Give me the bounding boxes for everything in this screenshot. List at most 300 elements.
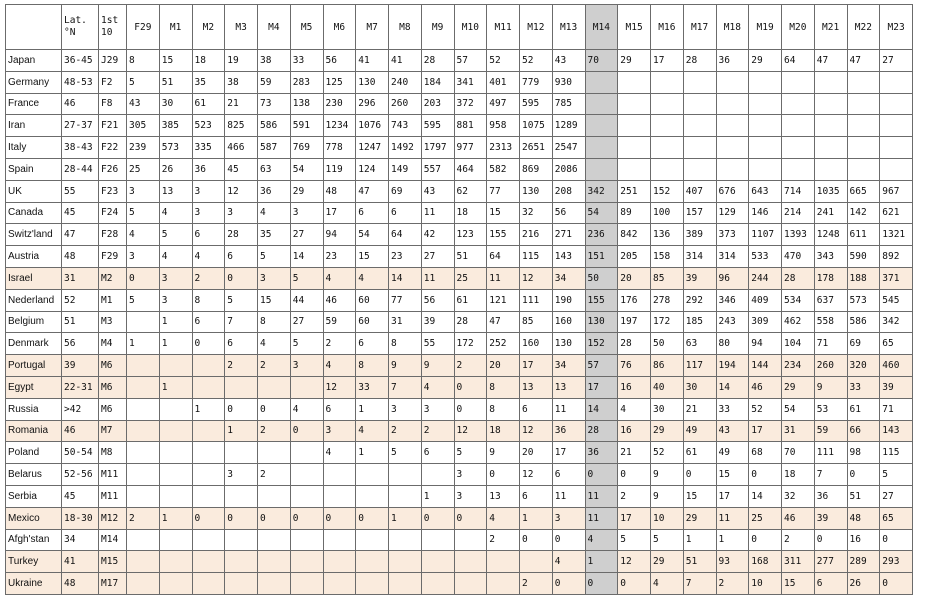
count-cell: 497 [487,93,520,115]
count-cell [258,485,291,507]
count-cell: 6 [356,202,389,224]
count-cell: 7 [389,376,422,398]
count-cell: 14 [716,376,749,398]
first-ten-cell: M2 [99,267,127,289]
data-table [5,4,913,595]
first-ten-cell: M7 [99,420,127,442]
country-cell: Spain [6,158,62,180]
count-cell: 205 [618,246,651,268]
count-cell: 1797 [421,137,454,159]
count-cell: 930 [552,71,585,93]
count-cell: 8 [487,398,520,420]
column-header: M17 [683,5,716,50]
count-cell: 3 [258,267,291,289]
count-cell: 28 [421,50,454,72]
count-cell: 26 [159,158,192,180]
country-cell: Belarus [6,464,62,486]
count-cell [683,93,716,115]
count-cell: 0 [880,573,913,595]
latitude-cell: 55 [62,180,99,202]
count-cell: 0 [225,507,258,529]
count-cell [880,93,913,115]
count-cell: 17 [716,485,749,507]
table-row [6,507,913,529]
country-cell: Japan [6,50,62,72]
count-cell: 236 [585,224,618,246]
count-cell: 30 [683,376,716,398]
count-cell: 1321 [880,224,913,246]
count-cell: 23 [389,246,422,268]
table-row [6,289,913,311]
count-cell: 54 [585,202,618,224]
count-cell: 1076 [356,115,389,137]
count-cell: 39 [421,311,454,333]
count-cell: 14 [290,246,323,268]
count-cell [389,573,422,595]
count-cell: 60 [356,311,389,333]
count-cell [782,158,815,180]
count-cell: 573 [847,289,880,311]
count-cell: 371 [880,267,913,289]
count-cell: 98 [847,442,880,464]
count-cell: 5 [454,442,487,464]
count-cell: 51 [847,485,880,507]
count-cell: 18 [192,50,225,72]
count-cell: 143 [552,246,585,268]
column-header: M13 [552,5,585,50]
count-cell: 51 [683,551,716,573]
count-cell: 1035 [814,180,847,202]
count-cell: 60 [356,289,389,311]
count-cell [585,158,618,180]
count-cell: 17 [520,355,553,377]
count-cell [782,93,815,115]
count-cell: 61 [192,93,225,115]
count-cell [192,573,225,595]
count-cell [389,529,422,551]
count-cell [258,529,291,551]
count-cell: 146 [749,202,782,224]
count-cell: 1 [716,529,749,551]
count-cell: 144 [749,355,782,377]
first-ten-cell: F22 [99,137,127,159]
count-cell: 558 [814,311,847,333]
count-cell: 12 [323,376,356,398]
count-cell: 1 [127,333,160,355]
count-cell: 3 [192,202,225,224]
count-cell: 130 [552,333,585,355]
count-cell [192,442,225,464]
count-cell: 13 [552,376,585,398]
count-cell [618,158,651,180]
count-cell: 29 [683,507,716,529]
first-ten-cell: M17 [99,573,127,595]
latitude-cell: 51 [62,311,99,333]
count-cell: 47 [356,180,389,202]
count-cell: 342 [585,180,618,202]
count-cell: 185 [683,311,716,333]
count-cell: 0 [552,573,585,595]
table-row [6,71,913,93]
count-cell: 160 [520,333,553,355]
count-cell: 73 [258,93,291,115]
column-header: M14 [585,5,618,50]
count-cell: 25 [749,507,782,529]
count-cell: 11 [716,507,749,529]
count-cell: 61 [683,442,716,464]
column-header: M18 [716,5,749,50]
count-cell: 32 [782,485,815,507]
count-cell: 240 [389,71,422,93]
count-cell: 320 [847,355,880,377]
table-row [6,529,913,551]
count-cell: 0 [225,267,258,289]
count-cell: 123 [454,224,487,246]
count-cell: 0 [585,573,618,595]
count-cell [389,464,422,486]
count-cell: 595 [421,115,454,137]
count-cell: 11 [585,485,618,507]
count-cell: 779 [520,71,553,93]
count-cell: 4 [421,376,454,398]
count-cell: 15 [716,464,749,486]
count-cell: 13 [487,485,520,507]
count-cell: 47 [487,311,520,333]
count-cell: 4 [356,267,389,289]
count-cell [159,464,192,486]
count-cell: 8 [356,355,389,377]
count-cell: 33 [290,50,323,72]
count-cell: 55 [421,333,454,355]
count-cell: 17 [651,50,684,72]
count-cell: 0 [454,507,487,529]
count-cell: 49 [716,442,749,464]
table-row [6,398,913,420]
count-cell [290,376,323,398]
count-cell: 111 [520,289,553,311]
count-cell [192,551,225,573]
country-cell: Ukraine [6,573,62,595]
first-ten-cell: M8 [99,442,127,464]
count-cell: 5 [651,529,684,551]
count-cell: 38 [225,71,258,93]
count-cell: 16 [847,529,880,551]
count-cell [421,573,454,595]
count-cell [847,158,880,180]
count-cell: 14 [389,267,422,289]
count-cell: 470 [782,246,815,268]
count-cell: 1 [683,529,716,551]
count-cell [127,573,160,595]
count-cell: 208 [552,180,585,202]
count-cell: 6 [552,464,585,486]
count-cell: 11 [585,507,618,529]
count-cell: 143 [880,420,913,442]
count-cell: 119 [323,158,356,180]
first-ten-cell: M15 [99,551,127,573]
count-cell: 151 [585,246,618,268]
first-ten-cell: F28 [99,224,127,246]
count-cell: 77 [389,289,422,311]
latitude-cell: 34 [62,529,99,551]
count-cell: 28 [618,333,651,355]
count-cell: 176 [618,289,651,311]
count-cell: 4 [258,202,291,224]
count-cell: 385 [159,115,192,137]
count-cell: 252 [487,333,520,355]
count-cell: 665 [847,180,880,202]
count-cell: 26 [847,573,880,595]
count-cell: 0 [880,529,913,551]
count-cell: 115 [880,442,913,464]
count-cell [454,573,487,595]
count-cell: 4 [159,246,192,268]
count-cell: 30 [159,93,192,115]
count-cell: 40 [651,376,684,398]
count-cell: 234 [782,355,815,377]
count-cell: 5 [618,529,651,551]
count-cell: 4 [356,420,389,442]
count-cell: 1075 [520,115,553,137]
count-cell: 31 [782,420,815,442]
count-cell [847,93,880,115]
count-cell: 292 [683,289,716,311]
count-cell: 28 [683,50,716,72]
count-cell: 3 [192,180,225,202]
count-cell: 11 [552,398,585,420]
count-cell: 389 [683,224,716,246]
count-cell: 590 [847,246,880,268]
count-cell [127,355,160,377]
count-cell: 21 [683,398,716,420]
count-cell: 1 [421,485,454,507]
count-cell: 4 [159,202,192,224]
count-cell [683,115,716,137]
count-cell: 11 [421,267,454,289]
country-cell: France [6,93,62,115]
count-cell: 9 [421,355,454,377]
count-cell: 52 [651,442,684,464]
country-cell: Nederland [6,289,62,311]
count-cell: 29 [651,420,684,442]
latitude-cell: 36-45 [62,50,99,72]
count-cell: 27 [290,311,323,333]
count-cell: 523 [192,115,225,137]
count-cell: 32 [520,202,553,224]
latitude-cell: 52-56 [62,464,99,486]
country-cell: Egypt [6,376,62,398]
count-cell [880,115,913,137]
count-cell: 96 [716,267,749,289]
count-cell: 2 [716,573,749,595]
count-cell: 1 [159,311,192,333]
count-cell: 341 [454,71,487,93]
count-cell: 62 [454,180,487,202]
column-header: M10 [454,5,487,50]
count-cell: 20 [618,267,651,289]
count-cell: 283 [290,71,323,93]
count-cell: 460 [880,355,913,377]
count-cell: 93 [716,551,749,573]
count-cell: 3 [159,267,192,289]
count-cell [716,115,749,137]
count-cell: 33 [356,376,389,398]
count-cell [290,442,323,464]
count-cell: 6 [192,224,225,246]
count-cell: 149 [389,158,422,180]
table-row [6,573,913,595]
count-cell: 117 [683,355,716,377]
count-cell: 8 [389,333,422,355]
latitude-cell: 46 [62,420,99,442]
count-cell [356,573,389,595]
count-cell: 70 [782,442,815,464]
count-cell: 0 [258,398,291,420]
count-cell [258,551,291,573]
count-cell: 142 [847,202,880,224]
table-row [6,115,913,137]
count-cell: 0 [814,529,847,551]
table-row [6,158,913,180]
count-cell: 39 [880,376,913,398]
count-cell: 8 [192,289,225,311]
count-cell: 0 [487,464,520,486]
count-cell: 0 [127,267,160,289]
count-cell: 35 [258,224,291,246]
latitude-cell: 46 [62,93,99,115]
count-cell: 59 [258,71,291,93]
count-cell: 25 [127,158,160,180]
first-ten-cell: F29 [99,246,127,268]
count-cell [356,551,389,573]
latitude-cell: 27-37 [62,115,99,137]
count-cell [290,551,323,573]
count-cell: 35 [192,71,225,93]
count-cell: 155 [585,289,618,311]
count-cell [585,137,618,159]
count-cell: 29 [749,50,782,72]
count-cell: 244 [749,267,782,289]
first-ten-cell: M4 [99,333,127,355]
count-cell: 591 [290,115,323,137]
count-cell: 2313 [487,137,520,159]
count-cell: 29 [782,376,815,398]
column-header: M1 [159,5,192,50]
count-cell: 842 [618,224,651,246]
column-header: M23 [880,5,913,50]
count-cell: 17 [585,376,618,398]
count-cell: 41 [356,50,389,72]
count-cell: 6 [520,485,553,507]
count-cell: 6 [192,311,225,333]
count-cell: 56 [323,50,356,72]
column-header: M16 [651,5,684,50]
latitude-cell: 38-43 [62,137,99,159]
count-cell: 15 [159,50,192,72]
count-cell: 335 [192,137,225,159]
count-cell [814,115,847,137]
latitude-cell: 22-31 [62,376,99,398]
count-cell: 52 [487,50,520,72]
count-cell: 5 [159,224,192,246]
count-cell: 12 [520,464,553,486]
count-cell: 278 [651,289,684,311]
count-cell: 66 [847,420,880,442]
count-cell: 27 [290,224,323,246]
count-cell: 197 [618,311,651,333]
count-cell: 2 [225,355,258,377]
column-header: M22 [847,5,880,50]
count-cell: 967 [880,180,913,202]
count-cell [421,464,454,486]
first-ten-cell: M11 [99,485,127,507]
count-cell: 230 [323,93,356,115]
count-cell: 533 [749,246,782,268]
count-cell: 1 [159,333,192,355]
count-cell: 2 [618,485,651,507]
count-cell: 2547 [552,137,585,159]
latitude-cell: 52 [62,289,99,311]
count-cell: 136 [651,224,684,246]
count-cell: 611 [847,224,880,246]
count-cell: 4 [127,224,160,246]
count-cell: 31 [389,311,422,333]
count-cell: 892 [880,246,913,268]
count-cell: 129 [716,202,749,224]
count-cell: 20 [520,442,553,464]
country-cell: Italy [6,137,62,159]
count-cell: 104 [782,333,815,355]
count-cell [159,573,192,595]
table-row [6,246,913,268]
count-cell: 52 [520,50,553,72]
count-cell: 4 [192,246,225,268]
count-cell: 2 [389,420,422,442]
count-cell: 178 [814,267,847,289]
count-cell: 0 [258,507,291,529]
count-cell: 18 [454,202,487,224]
count-cell: 29 [651,551,684,573]
count-cell: 637 [814,289,847,311]
count-cell: 47 [814,50,847,72]
count-cell: 1 [585,551,618,573]
count-cell: 0 [192,333,225,355]
count-cell [814,71,847,93]
count-cell: 121 [487,289,520,311]
count-cell: 545 [880,289,913,311]
count-cell: 0 [421,507,454,529]
count-cell: 3 [290,355,323,377]
count-cell: 11 [421,202,454,224]
count-cell: 6 [814,573,847,595]
count-cell [225,551,258,573]
count-cell: 71 [880,398,913,420]
count-cell: 36 [814,485,847,507]
count-cell: 61 [454,289,487,311]
count-cell: 28 [585,420,618,442]
count-cell: 53 [814,398,847,420]
count-cell: 7 [683,573,716,595]
count-cell: 15 [356,246,389,268]
count-cell [225,376,258,398]
count-cell: 203 [421,93,454,115]
column-header: M19 [749,5,782,50]
count-cell: 743 [389,115,422,137]
count-cell: 0 [192,507,225,529]
count-cell: 33 [847,376,880,398]
count-cell: 586 [847,311,880,333]
count-cell: 11 [487,267,520,289]
